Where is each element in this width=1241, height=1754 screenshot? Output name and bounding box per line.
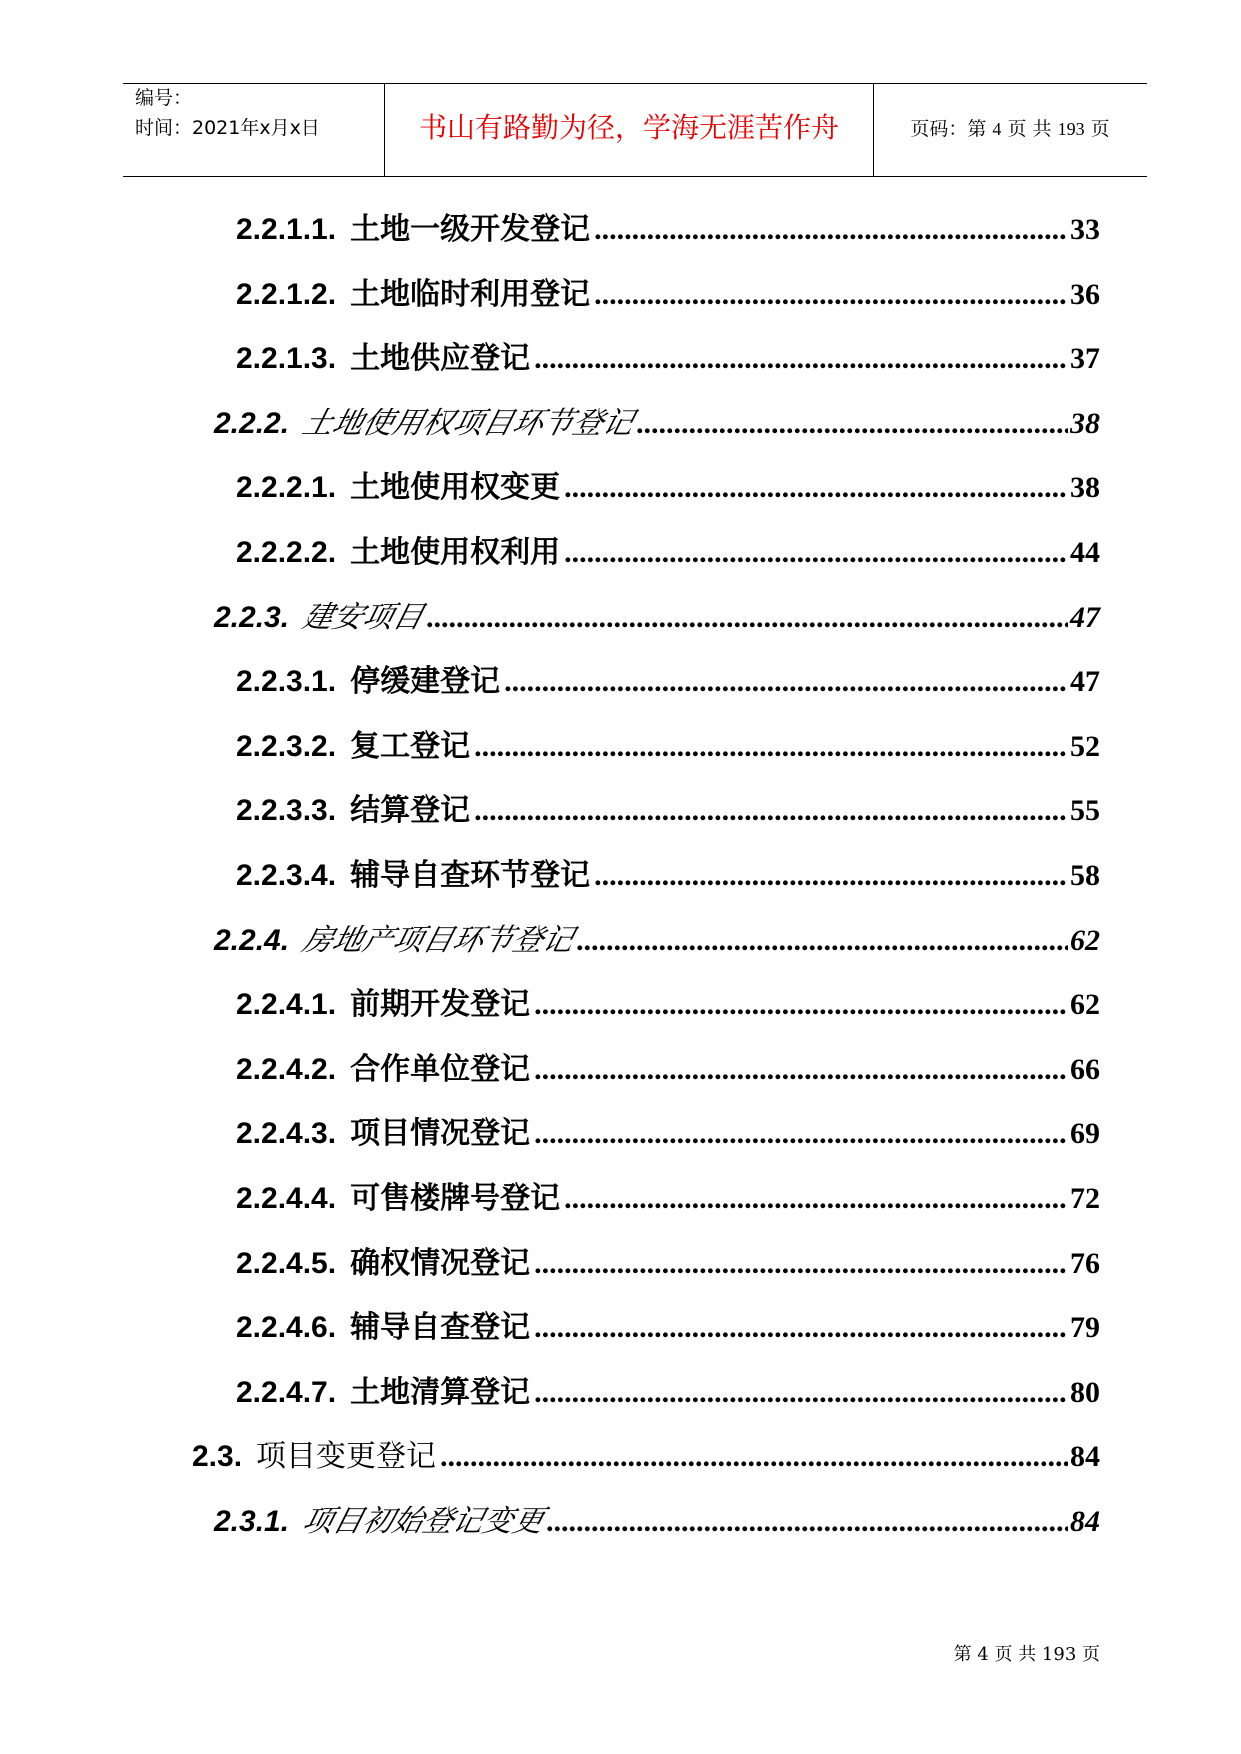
- toc-entry[interactable]: [236, 275, 1100, 315]
- toc-entry-page: 58: [1070, 859, 1100, 892]
- toc-entry[interactable]: [236, 1373, 1100, 1413]
- toc-entry-page: 38: [1070, 471, 1100, 505]
- toc-entry-title: 辅导自查环节登记: [350, 858, 591, 893]
- toc-entry-page: 55: [1070, 794, 1100, 828]
- pager-total-pages: 193: [1057, 119, 1085, 139]
- toc-entry-page: 52: [1070, 729, 1100, 763]
- toc-entry-title: 项目变更登记: [256, 1439, 437, 1475]
- toc-entry[interactable]: [236, 468, 1100, 508]
- toc-entry-number: 2.2.2.: [214, 406, 290, 440]
- toc-entry-title: 土地临时利用登记: [350, 276, 591, 312]
- pager-suffix: 页: [1090, 118, 1110, 140]
- toc-entry-number: 2.2.2.1.: [236, 471, 337, 505]
- toc-entry[interactable]: [236, 1244, 1100, 1284]
- toc-dot-leader: [504, 662, 1068, 702]
- toc-entry-number: 2.2.3.1.: [236, 665, 337, 699]
- toc-entry-page: 47: [1070, 600, 1100, 634]
- toc-entry[interactable]: [236, 339, 1100, 379]
- toc-entry-title: 停缓建登记: [350, 664, 501, 700]
- toc-dot-leader: [594, 210, 1068, 250]
- toc-dot-leader: [534, 1244, 1068, 1284]
- toc-entry-title: 可售楼牌号登记: [350, 1181, 561, 1216]
- toc-entry-page: 84: [1070, 1440, 1100, 1474]
- toc-entry-title: 建安项目: [298, 599, 428, 635]
- toc-entry[interactable]: [236, 856, 1100, 896]
- toc-dot-leader: [534, 1373, 1068, 1413]
- toc-entry-number: 2.2.4.7.: [236, 1375, 337, 1409]
- toc-dot-leader: [594, 856, 1068, 896]
- toc-dot-leader: [547, 1502, 1068, 1542]
- toc-entry-title: 房地产项目环节登记: [298, 922, 578, 958]
- toc-entry-title: 土地供应登记: [350, 341, 531, 377]
- toc-entry-number: 2.2.4.5.: [236, 1246, 337, 1280]
- toc-dot-leader: [534, 1050, 1068, 1090]
- toc-entry-page: 33: [1070, 213, 1100, 246]
- toc-entry[interactable]: [214, 598, 1100, 638]
- toc-entry-page: 72: [1070, 1182, 1100, 1215]
- toc-entry-title: 前期开发登记: [350, 987, 531, 1023]
- toc-entry[interactable]: [236, 791, 1100, 831]
- toc-entry-title: 项目情况登记: [350, 1116, 531, 1152]
- toc-entry-page: 44: [1070, 536, 1100, 569]
- toc-entry-title: 土地清算登记: [350, 1374, 531, 1410]
- toc-entry-page: 80: [1070, 1375, 1100, 1409]
- toc-entry-page: 47: [1070, 665, 1100, 699]
- toc-entry[interactable]: [236, 210, 1100, 250]
- toc-dot-leader: [534, 985, 1068, 1025]
- toc-entry-page: 66: [1070, 1052, 1100, 1086]
- toc-entry-page: 69: [1070, 1117, 1100, 1151]
- toc-entry[interactable]: [192, 1437, 1100, 1477]
- toc-entry-number: 2.3.1.: [214, 1505, 290, 1538]
- toc-entry-title: 复工登记: [350, 728, 471, 764]
- toc-entry-page: 38: [1070, 406, 1100, 440]
- toc-entry[interactable]: [214, 1502, 1100, 1542]
- page-footer: 第 4 页 共 193 页: [953, 1644, 1100, 1665]
- header-motto: 书山有路勤为径，学海无涯苦作舟: [418, 111, 839, 144]
- toc-entry[interactable]: [236, 662, 1100, 702]
- toc-entry-number: 2.2.4.2.: [236, 1052, 337, 1086]
- toc-entry[interactable]: [214, 404, 1100, 444]
- toc-entry-title: 土地使用权项目环节登记: [298, 405, 638, 441]
- toc-entry-title: 土地使用权变更: [350, 470, 561, 506]
- toc-entry-number: 2.2.1.1.: [236, 213, 337, 246]
- toc-entry[interactable]: [236, 1308, 1100, 1348]
- toc-entry-number: 2.2.4.6.: [236, 1311, 337, 1345]
- toc-dot-leader: [427, 598, 1068, 638]
- toc-entry-page: 62: [1070, 988, 1100, 1022]
- toc-entry-title: 合作单位登记: [350, 1051, 531, 1087]
- toc-entry-number: 2.2.3.3.: [236, 794, 337, 828]
- toc-dot-leader: [474, 791, 1068, 831]
- toc-dot-leader: [564, 468, 1068, 508]
- toc-dot-leader: [577, 921, 1068, 961]
- toc-entry-title: 辅导自查登记: [350, 1310, 531, 1346]
- toc-entry-number: 2.2.3.: [214, 600, 290, 634]
- toc-dot-leader: [564, 1179, 1068, 1219]
- toc-entry[interactable]: [236, 727, 1100, 767]
- toc-entry-page: 36: [1070, 277, 1100, 311]
- toc-entry-number: 2.2.2.2.: [236, 536, 337, 569]
- toc-entry-number: 2.2.1.2.: [236, 277, 337, 311]
- toc-entry-number: 2.3.: [192, 1440, 243, 1474]
- toc-entry[interactable]: [236, 985, 1100, 1025]
- toc-entry-number: 2.2.4.: [214, 923, 290, 957]
- toc-entry-page: 79: [1070, 1311, 1100, 1345]
- toc-dot-leader: [534, 1114, 1068, 1154]
- toc-dot-leader: [440, 1437, 1068, 1477]
- toc-entry[interactable]: [236, 533, 1100, 573]
- page-header: [123, 83, 1147, 177]
- document-time-label: 时间：2021年x月x日: [135, 117, 320, 139]
- toc-entry[interactable]: [236, 1050, 1100, 1090]
- header-left-cell: [123, 84, 383, 176]
- toc-entry[interactable]: [236, 1179, 1100, 1219]
- toc-entry-title: 项目初始登记变更: [298, 1504, 548, 1539]
- toc-entry-page: 84: [1070, 1505, 1100, 1538]
- toc-entry-page: 62: [1070, 923, 1100, 957]
- toc-entry-number: 2.2.4.1.: [236, 988, 337, 1022]
- header-page-indicator: [873, 117, 1147, 141]
- toc-entry-page: 37: [1070, 342, 1100, 376]
- pager-prefix: 页码：第: [910, 118, 987, 140]
- toc-entry[interactable]: [236, 1114, 1100, 1154]
- toc-entry-title: 土地使用权利用: [350, 535, 561, 570]
- toc-dot-leader: [637, 404, 1068, 444]
- toc-entry[interactable]: [214, 921, 1100, 961]
- toc-dot-leader: [534, 339, 1068, 379]
- document-number-label: 编号：: [135, 87, 193, 109]
- toc-dot-leader: [534, 1308, 1068, 1348]
- toc-entry-number: 2.2.4.3.: [236, 1117, 337, 1151]
- toc-entry-number: 2.2.1.3.: [236, 342, 337, 376]
- toc-entry-number: 2.2.4.4.: [236, 1182, 337, 1215]
- toc-entry-number: 2.2.3.2.: [236, 729, 337, 763]
- toc-dot-leader: [564, 533, 1068, 573]
- toc-entry-title: 结算登记: [350, 793, 471, 829]
- header-right-cell: [873, 84, 1147, 176]
- pager-page-number: 4: [992, 119, 1002, 139]
- toc-entry-page: 76: [1070, 1246, 1100, 1280]
- pager-middle: 页 共: [1007, 118, 1052, 140]
- header-middle-cell: [384, 84, 874, 176]
- toc-dot-leader: [474, 727, 1068, 767]
- toc-entry-title: 土地一级开发登记: [350, 212, 591, 247]
- toc-entry-title: 确权情况登记: [350, 1245, 531, 1281]
- toc-dot-leader: [594, 275, 1068, 315]
- toc-entry-number: 2.2.3.4.: [236, 859, 337, 892]
